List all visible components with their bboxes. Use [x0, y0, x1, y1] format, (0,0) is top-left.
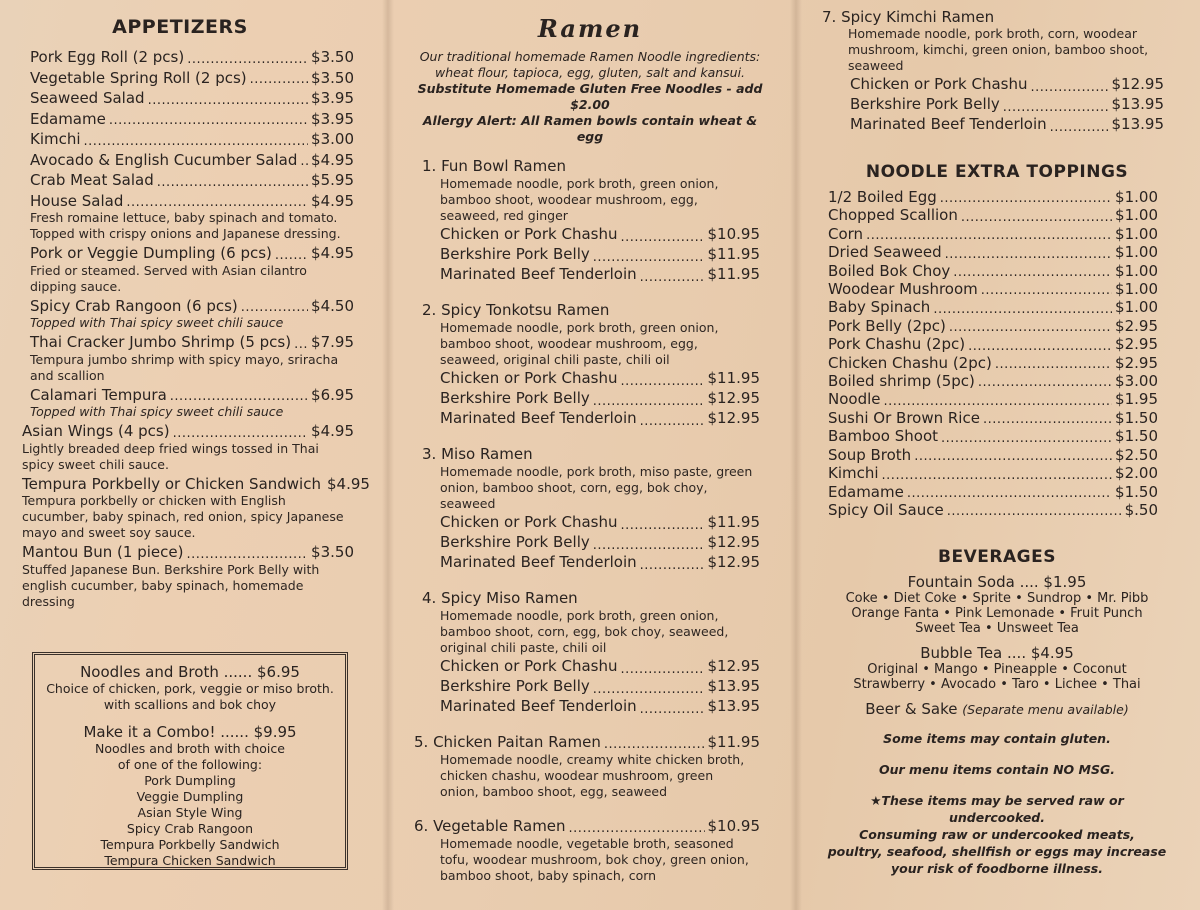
- ramen-bowl-row-price: $10.95: [707, 817, 760, 835]
- topping-row-price: $1.00: [1115, 243, 1158, 262]
- topping-row-price: $.50: [1124, 500, 1158, 519]
- leader-dots: [300, 151, 308, 169]
- topping-row-name: Spicy Oil Sauce: [828, 500, 944, 519]
- ramen-option-row: [440, 676, 760, 696]
- combo-desc-2: of one of the following:: [117, 757, 263, 772]
- ramen-bowl-desc: Homemade noodle, pork broth, green onion, bamboo shoot, corn, egg, bok choy, seaweed, original chili paste, chili oil: [440, 608, 729, 655]
- ramen-bowl: [414, 301, 760, 428]
- topping-row: [828, 280, 1158, 298]
- combo-options: [43, 773, 337, 869]
- topping-row: [828, 206, 1158, 224]
- appetizer-row-name: Thai Cracker Jumbo Shrimp (5 pcs): [30, 333, 292, 351]
- topping-row: [828, 298, 1158, 316]
- leader-dots: [250, 69, 308, 87]
- ramen-option-row-name: Chicken or Pork Chashu: [440, 369, 618, 387]
- ramen-bowl-desc: Homemade noodle, pork broth, green onion, bamboo shoot, woodear mushroom, egg, seaweed, red ginger: [440, 176, 719, 223]
- appetizer-item: [22, 474, 370, 542]
- topping-row-price: $1.00: [1115, 224, 1158, 243]
- ramen-bowl: [414, 445, 760, 572]
- topping-row: [828, 188, 1158, 206]
- raw-warning-4: your risk of foodborne illness.: [891, 861, 1103, 877]
- topping-row-price: $1.00: [1115, 261, 1158, 280]
- appetizer-row-price: $3.50: [311, 68, 354, 87]
- ramen-bowl-options: [414, 512, 760, 572]
- appetizer-row-name: Seaweed Salad: [30, 89, 145, 107]
- ramen-bowl-name: 4. Spicy Miso Ramen: [422, 589, 578, 607]
- ramen-option-row-price: $11.95: [707, 369, 760, 387]
- ramen-option-row-price: $10.95: [707, 225, 760, 243]
- leader-dots: [983, 409, 1112, 427]
- topping-row-name: Baby Spinach: [828, 298, 931, 317]
- appetizer-row-name: Edamame: [30, 109, 106, 128]
- combo-title: Make it a Combo! ...... $9.95: [83, 723, 297, 741]
- ramen-column: [414, 0, 766, 910]
- ramen-bowl: [414, 733, 760, 800]
- appetizer-desc: Topped with Thai spicy sweet chili sauce: [30, 404, 284, 419]
- topping-row-name: Boiled Bok Choy: [828, 261, 951, 280]
- appetizer-row-name: Asian Wings (4 pcs): [22, 422, 170, 440]
- appetizer-item: [22, 69, 354, 88]
- appetizer-row-price: $7.95: [311, 333, 354, 351]
- leader-dots: [187, 49, 308, 67]
- toppings-title: NOODLE EXTRA TOPPINGS: [865, 162, 1129, 182]
- topping-row-name: Pork Belly (2pc): [828, 316, 946, 335]
- ramen-option-row-name: Berkshire Pork Belly: [440, 533, 590, 551]
- leader-dots: [947, 501, 1122, 519]
- combo-box: [32, 652, 348, 870]
- appetizer-row-name: Pork or Veggie Dumpling (6 pcs): [30, 244, 272, 262]
- ramen-list: [414, 157, 766, 884]
- appetizer-item: [22, 386, 354, 421]
- kimchi-option-row: [850, 74, 1164, 94]
- kimchi-ramen-desc: Homemade noodle, pork broth, corn, woodear mushroom, kimchi, green onion, bamboo shoot, seaweed: [848, 26, 1149, 73]
- appetizer-row: [22, 386, 354, 405]
- appetizer-row: [22, 130, 354, 149]
- leader-dots: [84, 131, 309, 149]
- leader-dots: [186, 544, 308, 562]
- ramen-bowl-desc: Homemade noodle, pork broth, green onion, bamboo shoot, woodear mushroom, egg, seaweed, original chili paste, chili oil: [440, 320, 719, 367]
- kimchi-option-row-name: Chicken or Pork Chashu: [850, 75, 1028, 93]
- ramen-option-row-name: Marinated Beef Tenderloin: [440, 409, 637, 427]
- ramen-bowl-row: [414, 817, 760, 836]
- ramen-option-row: [440, 368, 760, 388]
- leader-dots: [995, 354, 1112, 372]
- leader-dots: [170, 386, 308, 404]
- soda-heading: Fountain Soda .... $1.95: [907, 573, 1087, 592]
- appetizer-item: [22, 543, 354, 610]
- ramen-intro-2: wheat flour, tapioca, egg, gluten, salt and kansui.: [434, 65, 746, 80]
- kimchi-option-row-price: $13.95: [1111, 115, 1164, 133]
- bubble-line-1: Original • Mango • Pineapple • Coconut: [867, 662, 1127, 678]
- ramen-intro-3: Substitute Homemade Gluten Free Noodles - add $2.00: [417, 81, 763, 112]
- appetizer-row: [22, 151, 354, 170]
- appetizer-row: [22, 171, 354, 190]
- beer-sake-note: (Separate menu available): [962, 702, 1129, 718]
- topping-row-name: Boiled shrimp (5pc): [828, 372, 975, 391]
- ramen-bowl-desc: Homemade noodle, vegetable broth, seasoned tofu, woodear mushroom, bok choy, green onion, bamboo shoot, baby spinach, corn: [440, 836, 749, 883]
- appetizer-row: [22, 543, 354, 562]
- appetizer-row-price: $3.50: [311, 48, 354, 66]
- topping-row-price: $1.00: [1115, 206, 1158, 225]
- topping-row-price: $2.00: [1115, 464, 1158, 483]
- topping-row-price: $2.95: [1115, 335, 1158, 354]
- leader-dots: [949, 317, 1112, 335]
- beer-sake-label: Beer & Sake: [865, 700, 958, 719]
- soda-line-2: Orange Fanta • Pink Lemonade • Fruit Punch: [851, 606, 1143, 622]
- appetizer-item: [22, 130, 354, 149]
- appetizer-row-price: $3.00: [311, 130, 354, 148]
- leader-dots: [157, 172, 308, 190]
- ramen-option-row: [440, 532, 760, 552]
- topping-row-name: Noodle: [828, 390, 881, 409]
- topping-row: [828, 427, 1158, 445]
- appetizer-row: [22, 89, 354, 108]
- ramen-option-row: [440, 512, 760, 532]
- leader-dots: [640, 410, 705, 428]
- ramen-option-row-name: Chicken or Pork Chashu: [440, 513, 618, 531]
- appetizer-item: [22, 171, 354, 190]
- ramen-bowl-name: 3. Miso Ramen: [422, 445, 533, 463]
- leader-dots: [593, 390, 705, 408]
- leader-dots: [1050, 116, 1109, 134]
- appetizer-row: [22, 422, 354, 441]
- leader-dots: [941, 428, 1112, 446]
- leader-dots: [882, 465, 1113, 483]
- ramen-intro-1: Our traditional homemade Ramen Noodle ingredients:: [419, 49, 761, 64]
- leader-dots: [148, 90, 308, 108]
- ramen-option-row: [440, 388, 760, 408]
- leader-dots: [1003, 96, 1109, 114]
- topping-row-name: Woodear Mushroom: [828, 280, 978, 299]
- ramen-option-row: [440, 696, 760, 716]
- raw-warning-2: Consuming raw or undercooked meats,: [859, 827, 1135, 843]
- leader-dots: [933, 299, 1112, 317]
- ramen-option-row: [440, 656, 760, 676]
- topping-row-name: Chopped Scallion: [828, 206, 958, 225]
- ramen-option-row-name: Berkshire Pork Belly: [440, 389, 590, 407]
- appetizer-row-price: $5.95: [311, 171, 354, 189]
- ramen-option-row: [440, 244, 760, 264]
- kimchi-option-row-price: $13.95: [1111, 95, 1164, 113]
- ramen-bowl-options: [414, 656, 760, 716]
- leader-dots: [294, 334, 308, 352]
- ramen-intro-4: Allergy Alert: All Ramen bowls contain wheat & egg: [422, 113, 758, 144]
- ramen-title: Ramen: [537, 14, 643, 43]
- kimchi-ramen-name: 7. Spicy Kimchi Ramen: [822, 8, 995, 26]
- appetizer-item: [22, 244, 354, 295]
- ramen-option-row-name: Chicken or Pork Chashu: [440, 225, 618, 243]
- leader-dots: [604, 734, 705, 752]
- appetizer-row: [22, 110, 354, 129]
- appetizer-row-price: $4.95: [311, 191, 354, 210]
- appetizer-item: [22, 89, 354, 108]
- appetizer-row-name: Pork Egg Roll (2 pcs): [30, 48, 185, 66]
- ramen-option-row: [440, 264, 760, 284]
- topping-row: [828, 464, 1158, 482]
- appetizer-row: [22, 69, 354, 88]
- appetizers-column: [22, 0, 370, 910]
- noodles-desc: Choice of chicken, pork, veggie or miso broth. with scallions and bok choy: [46, 681, 334, 712]
- topping-row-name: Corn: [828, 224, 864, 243]
- topping-row-price: $1.95: [1115, 390, 1158, 409]
- bubble-line-2: Strawberry • Avocado • Taro • Lichee • Thai: [853, 677, 1141, 693]
- appetizer-row-price: $4.95: [311, 244, 354, 262]
- ramen-bowl: [414, 157, 760, 284]
- combo-option: Asian Style Wing: [137, 805, 243, 820]
- kimchi-option-row-name: Berkshire Pork Belly: [850, 95, 1000, 113]
- topping-row-name: Soup Broth: [828, 445, 912, 464]
- topping-row: [828, 372, 1158, 390]
- appetizer-desc: Lightly breaded deep fried wings tossed in Thai spicy sweet chili sauce.: [22, 440, 319, 472]
- topping-row-name: Pork Chashu (2pc): [828, 335, 966, 354]
- topping-row-price: $1.00: [1115, 280, 1158, 299]
- kimchi-ramen-options: [822, 74, 1164, 134]
- ramen-option-row-name: Chicken or Pork Chashu: [440, 657, 618, 675]
- ramen-bowl-desc: Homemade noodle, creamy white chicken broth, chicken chashu, woodear mushroom, green onion, bamboo shoot, egg, seaweed: [440, 752, 745, 799]
- appetizer-desc: Tempura jumbo shrimp with spicy mayo, sriracha and scallion: [30, 351, 339, 383]
- appetizer-row-name: Mantou Bun (1 piece): [22, 543, 184, 561]
- appetizer-desc: Stuffed Japanese Bun. Berkshire Pork Belly with english cucumber, baby spinach, homemade dressing: [22, 561, 320, 609]
- appetizer-row-price: $3.95: [311, 89, 354, 107]
- topping-row-price: $1.50: [1115, 482, 1158, 501]
- appetizer-item: [22, 297, 354, 332]
- ramen-option-row: [440, 552, 760, 572]
- appetizer-row-price: $4.95: [311, 150, 354, 169]
- leader-dots: [620, 658, 704, 676]
- ramen-option-row-price: $12.95: [707, 389, 760, 407]
- appetizer-item: [22, 48, 354, 67]
- topping-row-price: $2.50: [1115, 445, 1158, 464]
- ramen-bowl-options: [414, 224, 760, 284]
- appetizer-row: [22, 244, 354, 263]
- topping-row-price: $1.50: [1115, 427, 1158, 446]
- ramen-bowl-desc: Homemade noodle, pork broth, miso paste, green onion, bamboo shoot, corn, egg, bok choy, seaweed: [440, 464, 753, 511]
- leader-dots: [109, 110, 308, 128]
- topping-row-name: Chicken Chashu (2pc): [828, 353, 992, 372]
- ramen-bowl-row-price: $11.95: [707, 733, 760, 751]
- appetizer-row: [22, 192, 354, 211]
- ramen-bowl: [414, 589, 760, 716]
- appetizer-row-price: $6.95: [311, 385, 354, 404]
- appetizer-item: [22, 151, 354, 170]
- appetizer-item: [22, 422, 354, 473]
- ramen-bowl-row-name: 6. Vegetable Ramen: [414, 817, 566, 835]
- topping-row-name: Kimchi: [828, 464, 879, 483]
- ramen-option-row-price: $12.95: [707, 553, 760, 571]
- appetizer-row: [22, 297, 354, 316]
- ramen-bowl-options: [414, 368, 760, 428]
- appetizer-item: [22, 110, 354, 129]
- beer-sake-line: [822, 700, 1172, 718]
- topping-row: [828, 317, 1158, 335]
- bubble-tea-heading: Bubble Tea .... $4.95: [920, 644, 1074, 663]
- ramen-option-row-price: $11.95: [707, 245, 760, 263]
- appetizer-row-name: Kimchi: [30, 130, 81, 148]
- fold-crease-right: [790, 0, 802, 910]
- ramen-option-row-price: $12.95: [707, 533, 760, 551]
- appetizer-desc: Topped with Thai spicy sweet chili sauce: [30, 315, 284, 330]
- topping-row-name: 1/2 Boiled Egg: [828, 188, 937, 206]
- leader-dots: [981, 280, 1112, 298]
- leader-dots: [593, 534, 705, 552]
- toppings-list: [822, 188, 1158, 519]
- topping-row-name: Bamboo Shoot: [828, 427, 939, 446]
- ramen-option-row: [440, 224, 760, 244]
- leader-dots: [640, 698, 705, 716]
- leader-dots: [961, 207, 1112, 225]
- leader-dots: [907, 483, 1112, 501]
- kimchi-ramen-block: [822, 8, 1172, 134]
- ramen-bowl-name: 1. Fun Bowl Ramen: [422, 157, 566, 175]
- leader-dots: [1030, 76, 1108, 94]
- appetizer-desc: Fried or steamed. Served with Asian cilantro dipping sauce.: [30, 262, 307, 294]
- appetizer-row-name: Tempura Porkbelly or Chicken Sandwich: [22, 474, 321, 493]
- appetizer-row-price: $3.50: [311, 543, 354, 561]
- topping-row: [828, 446, 1158, 464]
- combo-option: Tempura Chicken Sandwich: [104, 853, 276, 868]
- msg-note: Our menu items contain NO MSG.: [879, 762, 1115, 778]
- kimchi-option-row-price: $12.95: [1111, 75, 1164, 93]
- kimchi-option-row: [850, 94, 1164, 114]
- ramen-bowl: [414, 817, 760, 884]
- combo-desc-1: Noodles and broth with choice: [95, 741, 285, 756]
- ramen-option-row: [440, 408, 760, 428]
- leader-dots: [914, 446, 1112, 464]
- topping-row: [828, 390, 1158, 408]
- kimchi-option-row: [850, 114, 1164, 134]
- right-column: [822, 0, 1172, 910]
- appetizer-row: [22, 48, 354, 67]
- raw-warning-3: poultry, seafood, shellfish or eggs may increase: [827, 844, 1167, 860]
- appetizer-row: [22, 333, 354, 352]
- appetizer-row-price: $4.50: [311, 296, 354, 315]
- leader-dots: [593, 246, 705, 264]
- topping-row-price: $2.95: [1115, 316, 1158, 335]
- appetizer-item: [22, 192, 354, 243]
- leader-dots: [620, 226, 704, 244]
- topping-row-price: $2.95: [1115, 353, 1158, 372]
- beverages-title: BEVERAGES: [938, 547, 1056, 568]
- topping-row: [828, 262, 1158, 280]
- ramen-option-row-price: $11.95: [707, 265, 760, 283]
- appetizer-desc: Fresh romaine lettuce, baby spinach and tomato. Topped with crispy onions and Japanese dressing.: [30, 210, 341, 241]
- appetizer-row-name: Vegetable Spring Roll (2 pcs): [30, 68, 247, 87]
- topping-row-name: Sushi Or Brown Rice: [828, 408, 980, 427]
- appetizer-row-name: Crab Meat Salad: [30, 171, 154, 189]
- topping-row: [828, 243, 1158, 261]
- leader-dots: [173, 423, 308, 441]
- fold-crease-left: [382, 0, 394, 910]
- appetizer-row-name: House Salad: [30, 191, 124, 210]
- ramen-option-row-name: Marinated Beef Tenderloin: [440, 553, 637, 571]
- leader-dots: [940, 188, 1112, 206]
- leader-dots: [978, 372, 1112, 390]
- leader-dots: [593, 678, 705, 696]
- leader-dots: [620, 370, 704, 388]
- ramen-option-row-name: Berkshire Pork Belly: [440, 245, 590, 263]
- appetizers-list: [22, 48, 370, 610]
- appetizer-row-name: Calamari Tempura: [30, 385, 167, 404]
- ramen-bowl-row: [414, 733, 760, 752]
- combo-option: Spicy Crab Rangoon: [126, 821, 254, 836]
- appetizer-row-name: Avocado & English Cucumber Salad: [30, 150, 298, 169]
- topping-row: [828, 501, 1158, 519]
- ramen-option-row-name: Berkshire Pork Belly: [440, 677, 590, 695]
- appetizer-row-name: Spicy Crab Rangoon (6 pcs): [30, 296, 238, 315]
- combo-option: Pork Dumpling: [144, 773, 236, 788]
- topping-row-name: Dried Seaweed: [828, 243, 942, 262]
- leader-dots: [945, 244, 1112, 262]
- leader-dots: [866, 225, 1112, 243]
- leader-dots: [640, 554, 705, 572]
- topping-row: [828, 409, 1158, 427]
- ramen-bowl-name: 2. Spicy Tonkotsu Ramen: [422, 301, 610, 319]
- leader-dots: [953, 262, 1112, 280]
- combo-option: Veggie Dumpling: [136, 789, 244, 804]
- appetizer-row-price: $4.95: [326, 474, 370, 493]
- appetizer-row: [22, 474, 370, 494]
- ramen-option-row-price: $13.95: [707, 677, 760, 695]
- kimchi-option-row-name: Marinated Beef Tenderloin: [850, 115, 1047, 133]
- ramen-option-row-price: $12.95: [707, 657, 760, 675]
- ramen-option-row-price: $12.95: [707, 409, 760, 427]
- raw-warning-1: ★These items may be served raw or undercooked.: [870, 793, 1124, 826]
- appetizer-desc: Tempura porkbelly or chicken with English cucumber, baby spinach, red onion, spicy Japanese mayo and sweet soy sauce.: [22, 493, 344, 540]
- leader-dots: [884, 391, 1113, 409]
- topping-row: [828, 225, 1158, 243]
- ramen-option-row-price: $13.95: [707, 697, 760, 715]
- combo-option: Tempura Porkbelly Sandwich: [100, 837, 280, 852]
- topping-row-price: $3.00: [1115, 372, 1158, 391]
- ramen-option-row-name: Marinated Beef Tenderloin: [440, 697, 637, 715]
- noodles-title: Noodles and Broth ...... $6.95: [80, 663, 300, 681]
- topping-row-price: $1.00: [1115, 298, 1158, 317]
- ramen-option-row-name: Marinated Beef Tenderloin: [440, 265, 637, 283]
- ramen-bowl-row-name: 5. Chicken Paitan Ramen: [414, 733, 601, 751]
- appetizer-row-price: $4.95: [311, 422, 354, 440]
- topping-row-price: $1.00: [1115, 188, 1158, 206]
- leader-dots: [968, 336, 1112, 354]
- leader-dots: [569, 818, 705, 836]
- topping-row: [828, 354, 1158, 372]
- gluten-note: Some items may contain gluten.: [883, 731, 1111, 747]
- leader-dots: [640, 266, 705, 284]
- topping-row: [828, 335, 1158, 353]
- topping-row-name: Edamame: [828, 482, 904, 501]
- soda-line-3: Sweet Tea • Unsweet Tea: [915, 621, 1079, 637]
- topping-row-price: $1.50: [1115, 408, 1158, 427]
- leader-dots: [241, 297, 308, 315]
- appetizer-row-price: $3.95: [311, 109, 354, 128]
- appetizer-item: [22, 333, 354, 384]
- topping-row: [828, 483, 1158, 501]
- ramen-option-row-price: $11.95: [707, 513, 760, 531]
- appetizers-title: APPETIZERS: [112, 16, 248, 38]
- leader-dots: [275, 245, 308, 263]
- leader-dots: [620, 514, 704, 532]
- leader-dots: [126, 192, 308, 210]
- soda-line-1: Coke • Diet Coke • Sprite • Sundrop • Mr. Pibb: [845, 591, 1149, 607]
